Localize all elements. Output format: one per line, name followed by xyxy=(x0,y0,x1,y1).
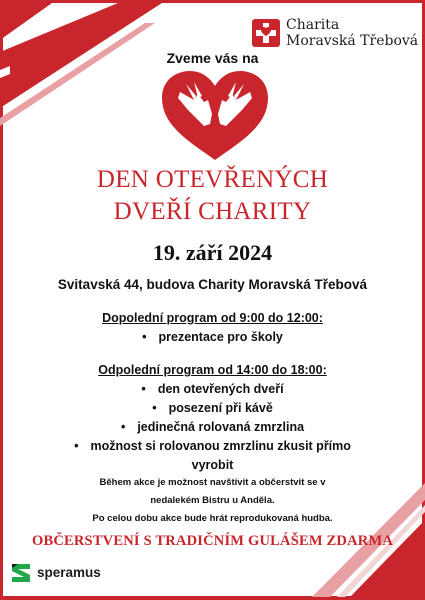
list-item: • den otevřených dveří xyxy=(0,380,425,399)
afternoon-program xyxy=(0,361,425,475)
refreshment-banner: OBČERSTVENÍ S TRADIČNÍM GULÁŠEM ZDARMA xyxy=(31,533,394,549)
heart-hands-icon xyxy=(160,70,270,162)
event-title xyxy=(0,164,425,228)
note-line-3: Po celou dobu akce bude hrát reprodukovaná hudba. xyxy=(92,513,333,524)
speramus-text: speramus xyxy=(37,564,101,580)
afternoon-list xyxy=(0,380,425,475)
list-item: • možnost si rolovanou zmrzlinu zkusit přímo xyxy=(0,437,425,456)
title-line-1: DEN OTEVŘENÝCH xyxy=(96,166,329,193)
charita-logo xyxy=(252,13,418,53)
note-line-2: nedalekém Bistru u Anděla. xyxy=(150,495,275,506)
morning-program xyxy=(0,309,425,347)
list-item-continuation: vyrobit xyxy=(191,458,234,472)
list-item: • jedinečná rolovaná zmrzlina xyxy=(0,418,425,437)
invitation-text: Zveme vás na xyxy=(166,50,259,66)
bullet-icon: • xyxy=(142,330,147,344)
logo-line-2: Moravská Třebová xyxy=(286,33,419,49)
note-line-1: Během akce je možnost navštívit a občerstvit se v xyxy=(99,477,326,488)
bullet-icon: • xyxy=(120,420,126,434)
bullet-icon: • xyxy=(152,401,157,415)
logo-text xyxy=(286,17,418,49)
title-line-2: DVEŘÍ CHARITY xyxy=(113,198,312,225)
list-item: • posezení při kávě xyxy=(0,399,425,418)
logo-line-1: Charita xyxy=(286,17,340,33)
morning-list xyxy=(0,328,425,347)
bullet-icon: • xyxy=(74,439,79,453)
charita-cross-icon xyxy=(252,19,280,47)
speramus-s-icon xyxy=(10,560,34,584)
speramus-logo xyxy=(10,560,101,584)
list-item: • prezentace pro školy xyxy=(0,328,425,347)
bullet-icon: • xyxy=(141,382,146,396)
afternoon-heading: Odpolední program od 14:00 do 18:00: xyxy=(98,363,327,377)
event-address: Svitavská 44, budova Charity Moravská Třebová xyxy=(57,277,368,292)
event-date: 19. září 2024 xyxy=(152,240,273,265)
morning-heading: Dopolední program od 9:00 do 12:00: xyxy=(102,311,323,325)
info-note xyxy=(0,474,425,528)
